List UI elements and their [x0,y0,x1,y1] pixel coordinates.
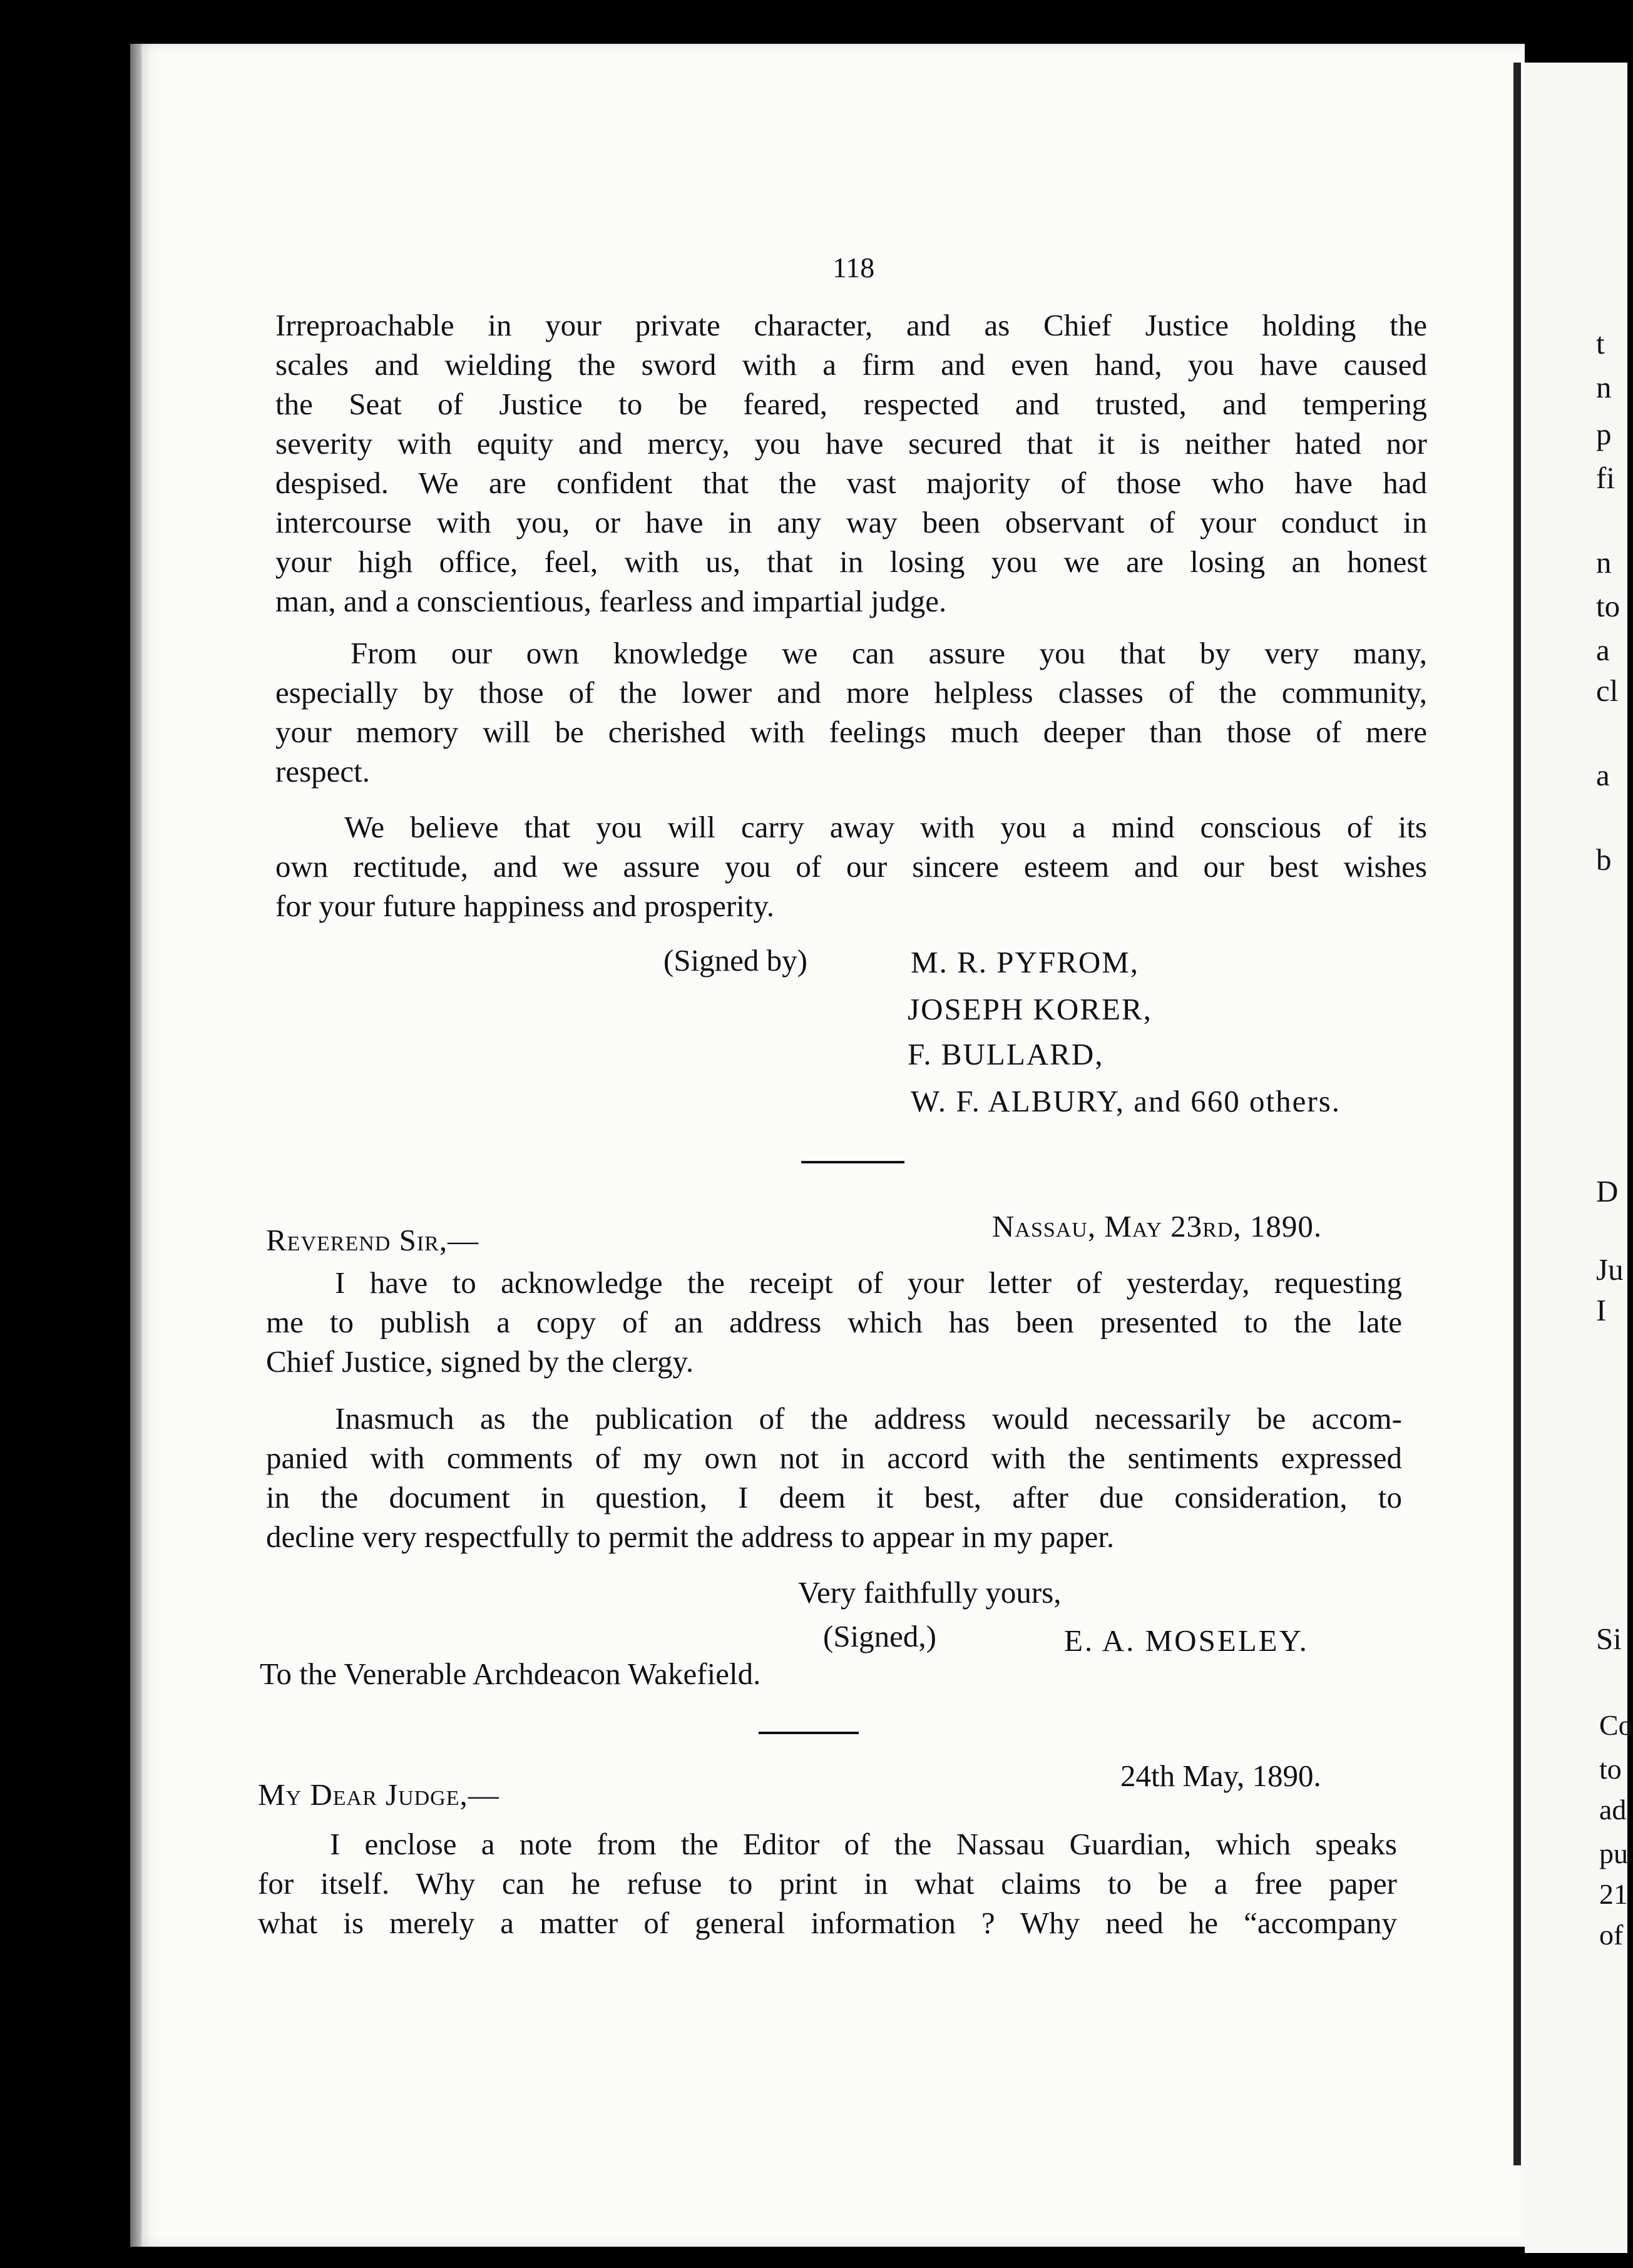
facing-page-fragment: of [1599,1919,1624,1951]
facing-page-fragment: t [1596,326,1605,360]
facing-page-fragment: cl [1596,673,1619,708]
facing-page-fragment: D [1596,1174,1619,1208]
text-line: scales and wielding the sword with a firm and even hand, you have caused [275,347,1427,382]
facing-page-fragment: n [1596,545,1612,580]
facing-page-fragment: pu [1599,1837,1628,1869]
letter-paragraph-1 [266,1263,1402,1381]
letter-date: Nassau, May 23rd, 1890. [992,1209,1323,1244]
text-line: me to publish a copy of an address which has been presented to the late [266,1305,1402,1339]
signer-name: E. A. MOSELEY. [1064,1623,1309,1658]
letter-addressee: To the Venerable Archdeacon Wakefield. [260,1657,761,1691]
page-number: 118 [832,252,875,284]
binding-gutter [1513,63,1521,2165]
address-paragraph-1 [275,305,1427,621]
text-line: severity with equity and mercy, you have secured that it is neither hated nor [275,426,1427,461]
letter-closing: Very faithfully yours, [798,1575,1062,1610]
text-line: what is merely a matter of general information ? Why need he “accompany [258,1906,1397,1940]
section-divider [801,1161,904,1163]
facing-page-fragment: Ju [1596,1252,1624,1287]
letter-salutation: Reverend Sir,— [266,1223,479,1257]
facing-page-fragment: Si [1596,1622,1622,1656]
signed-label: (Signed,) [823,1619,936,1653]
text-line: intercourse with you, or have in any way been observant of your conduct in [275,505,1427,539]
section-divider [759,1732,859,1734]
text-line: for itself. Why can he refuse to print in what claims to be a free paper [258,1866,1397,1901]
text-line: Chief Justice, signed by the clergy. [266,1344,694,1379]
text-line: panied with comments of my own not in accord with the sentiments expressed [266,1441,1402,1475]
text-line: I have to acknowledge the receipt of your letter of yesterday, requesting [335,1265,1402,1300]
text-line: your memory will be cherished with feelings much deeper than those of mere [275,715,1427,749]
address-paragraph-3 [275,807,1427,926]
signatory: M. R. PYFROM, [911,945,1140,979]
letter-paragraph [258,1824,1397,1943]
text-line: Inasmuch as the publication of the address would necessarily be accom- [335,1401,1402,1436]
text-line: own rectitude, and we assure you of our sincere esteem and our best wishes [275,849,1427,884]
text-line: in the document in question, I deem it best, after due consideration, to [266,1480,1402,1515]
signatory: W. F. ALBURY, and 660 others. [911,1084,1341,1118]
signed-by-label: (Signed by) [663,943,807,978]
facing-page-fragment: 21 [1599,1878,1628,1910]
text-line: From our own knowledge we can assure you that by very many, [351,636,1427,670]
facing-page-fragment: n [1596,370,1612,404]
letter-paragraph-2 [266,1399,1402,1556]
address-paragraph-2 [275,633,1427,791]
facing-page-fragment: Co [1599,1709,1633,1741]
facing-page-fragment: b [1596,842,1612,877]
text-line: the Seat of Justice to be feared, respected and trusted, and tempering [275,387,1427,421]
text-line: I enclose a note from the Editor of the Nassau Guardian, which speaks [330,1827,1397,1861]
text-line: respect. [275,754,370,789]
text-line: especially by those of the lower and more helpless classes of the community, [275,675,1427,710]
text-line: We believe that you will carry away with you a mind conscious of its [344,810,1427,844]
facing-page-fragment: a [1596,758,1610,792]
facing-page-fragment: p [1596,417,1612,451]
page-edge-shadow [130,44,141,2247]
text-line: despised. We are confident that the vast majority of those who have had [275,466,1427,500]
signatory: F. BULLARD, [908,1037,1104,1071]
text-line: man, and a conscientious, fearless and impartial judge. [275,584,947,618]
letter-date: 24th May, 1890. [1120,1759,1321,1793]
facing-page-fragment: fi [1596,461,1615,495]
text-line: Irreproachable in your private character, and as Chief Justice holding the [275,308,1427,342]
text-line: your high office, feel, with us, that in losing you we are losing an honest [275,544,1427,579]
text-line: for your future happiness and prosperity. [275,889,774,923]
facing-page-fragment: a [1596,633,1610,667]
facing-page-fragment: to [1599,1753,1622,1785]
facing-page-fragment: to [1596,589,1620,623]
letter-salutation: My Dear Judge,— [258,1777,499,1812]
facing-page-fragment: I [1596,1293,1607,1327]
facing-page-fragment: ad [1599,1794,1627,1826]
text-line: decline very respectfully to permit the address to appear in my paper. [266,1520,1115,1554]
signatory: JOSEPH KORER, [908,992,1152,1026]
